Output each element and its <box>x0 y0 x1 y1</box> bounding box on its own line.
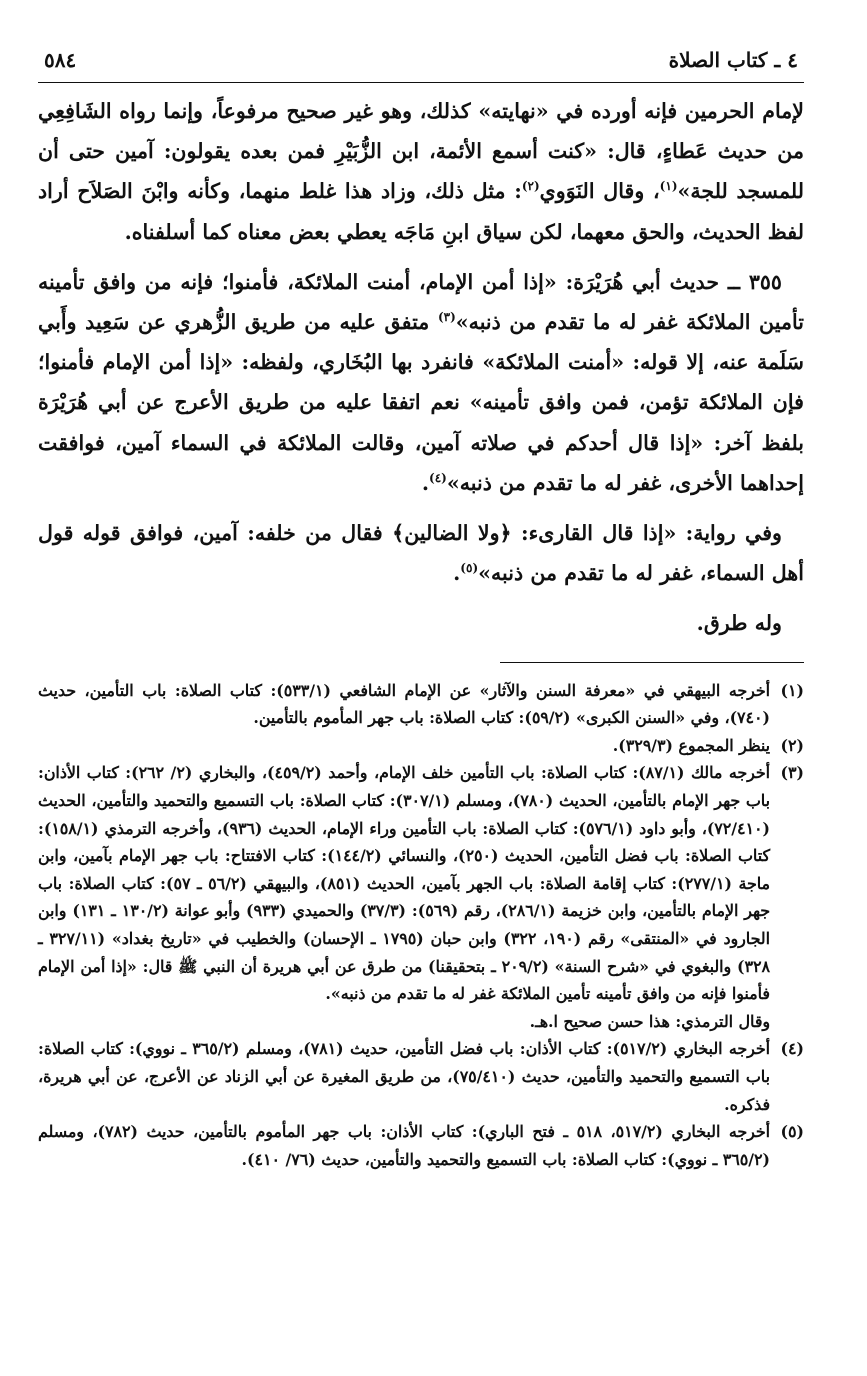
running-header <box>38 48 804 82</box>
footnote <box>38 732 804 760</box>
footnote-number: (٤) <box>780 1039 804 1059</box>
hadith-paragraph <box>38 262 804 503</box>
footnote-continuation <box>38 1008 770 1036</box>
paragraph-text: لإمام الحرمين فإنه أورده في «نهايته» كذلك، وهو غير صحيح مرفوعاً، وإنما رواه الشَافِعِي من حديث عَطاءٍ، قال: «كنت أسمع الأئمة، ابن الزُّبَيْرِ فمن بعده يقولون: آمين حتى أن للمسجد للجة» <box>38 99 804 204</box>
paragraph-text: وفي رواية: «إذا قال القارىء: ﴿ولا الضالين﴾ فقال من خلفه: آمين، فوافق قوله قول أهل السماء، غفر له ما تقدم من ذنبه» <box>38 521 804 586</box>
footnote-number: (٣) <box>780 763 804 783</box>
paragraph-text: ٣٥٥ ــ حديث أبي هُرَيْرَة: «إذا أمن الإمام، أمنت الملائكة، فأمنوا؛ فإنه من وافق تأمينه تأمين الملائكة غفر له ما تقدم من ذنبه» <box>38 269 804 335</box>
footnote-ref: (٢) <box>521 179 540 194</box>
paragraph-text: متفق عليه من طريق الزُّهري عن سَعِيد وأَبي سَلَمة عنه، إلا قوله: «أمنت الملائكة» فانفرد بها البُخَاري، ولفظه: «إذا أمن الإمام فأمنوا؛ فإن الملائكة تؤمن، فمن وافق تأمينه» نعم اتفقا عليه من طريق الأعرج عن أبي هُرَيْرَة بلفظ آخر: «إذا قال أحدكم في صلاته آمين، وقالت الملائكة في السماء آمين، فوافقت إحداهما الأخرى، غفر له ما تقدم من ذنبه» <box>38 310 804 495</box>
footnote-text: أخرجه البيهقي في «معرفة السنن والآثار» عن الإمام الشافعي (٥٣٣/١): كتاب الصلاة: باب التأمين، حديث (٧٤٠)، وفي «السنن الكبرى» (٥٩/٢): كتاب الصلاة: باب جهر المأموم بالتأمين. <box>38 680 770 728</box>
footnote-text: أخرجه مالك (٨٧/١): كتاب الصلاة: باب التأمين خلف الإمام، وأحمد (٤٥٩/٢)، والبخاري (٢/ ٢٦٢): كتاب الأذان: باب جهر الإمام بالتأمين، الحديث (٧٨٠)، ومسلم (٣٠٧/١): كتاب الصلاة: باب التسميع والتحميد والتأمين، الحديث (٧٢/٤١٠)، وأبو داود (٥٧٦/١): كتاب الصلاة: باب التأمين وراء الإمام، الحديث (٩٣٦)، وأخرجه الترمذي (١٥٨/١): كتاب الصلاة: باب فضل التأمين، الحديث (٢٥٠)، والنسائي (١٤٤/٢): كتاب الافتتاح: باب جهر الإمام بآمين، وابن ماجة (٢٧٧/١): كتاب إقامة الصلاة: باب الجهر بآمين، الحديث (٨٥١)، والبيهقي (٥٦/٢ ـ ٥٧): كتاب الصلاة: باب جهر الإمام بالتأمين، وابن خزيمة (٢٨٦/١)، رقم (٥٦٩): (٣٧/٣) والحميدي (٩٣٣) وأبو عوانة (١٣٠/٢ ـ ١٣١) وابن الجارود في «المنتقى» رقم (١٩٠، ٣٢٢) وابن حبان (١٧٩٥ ـ الإحسان) والخطيب في «تاريخ بغداد» (٣٢٧/١١ ـ ٣٢٨) والبغوي في «شرح السنة» (٢٠٩/٢ ـ بتحقيقنا) من طرق عن أبي هريرة أن النبي ﷺ قال: «إذا أمن الإمام فأمنوا فإنه من وافق تأمينه تأمين الملائكة غفر له ما تقدم من ذنبه». <box>38 763 771 1004</box>
footnote-text: أخرجه البخاري (٥١٧/٢): كتاب الأذان: باب فضل التأمين، حديث (٧٨١)، ومسلم (٣٦٥/٢ ـ نووي): كتاب الصلاة: باب التسميع والتحميد والتأمين، حديث (٧٥/٤١٠)، من طريق المغيرة عن أبي الزناد عن الأعرج، عن أبي هريرة، فذكره. <box>38 1039 771 1114</box>
paragraph <box>38 603 804 643</box>
footnote-ref: (٣) <box>437 310 456 325</box>
footnote <box>38 1118 804 1173</box>
paragraph-text: ، وقال النَوَوي <box>539 179 660 204</box>
main-text <box>38 91 804 644</box>
footnote-text: وقال الترمذي: هذا حسن صحيح ا.هـ. <box>529 1011 770 1031</box>
footnote-ref: (٤) <box>429 470 447 485</box>
footnotes <box>38 677 804 1174</box>
header-rule <box>38 82 804 83</box>
footnote-number: (١) <box>780 680 804 700</box>
footnote-number: (٢) <box>780 735 804 755</box>
footnote <box>38 759 804 1007</box>
paragraph <box>38 91 804 252</box>
footnote-text: أخرجه البخاري (٥١٧/٢، ٥١٨ ـ فتح الباري): كتاب الأذان: باب جهر المأموم بالتأمين، حديث (٧٨٢)، ومسلم (٣٦٥/٢ ـ نووي): كتاب الصلاة: باب التسميع والتحميد والتأمين، حديث (٧٦/ ٤١٠). <box>38 1122 770 1169</box>
footnote <box>38 1035 804 1118</box>
book-page <box>38 48 804 1358</box>
footnote-ref: (١) <box>659 179 678 194</box>
paragraph <box>38 513 804 593</box>
paragraph-text: : مثل ذلك، وزاد هذا غلط منهما، وكأنه وابْنَ الصَلاَح أراد لفظ الحديث، والحق معهما، لكن سياق ابنِ مَاجَه يعطي بعض معناه كما أسلفناه. <box>38 179 804 244</box>
footnote-rule <box>500 662 804 663</box>
chapter-title: ٤ ـ كتاب الصلاة <box>668 48 798 72</box>
footnote-ref: (٥) <box>460 561 479 576</box>
paragraph-text: . <box>453 561 461 586</box>
paragraph-text: وله طرق. <box>696 611 782 636</box>
paragraph-text: . <box>421 470 430 495</box>
footnote-number: (٥) <box>780 1122 804 1142</box>
footnote <box>38 677 804 732</box>
page-number: ٥٨٤ <box>44 48 77 72</box>
footnote-text: ينظر المجموع (٣٢٩/٣). <box>612 735 770 755</box>
